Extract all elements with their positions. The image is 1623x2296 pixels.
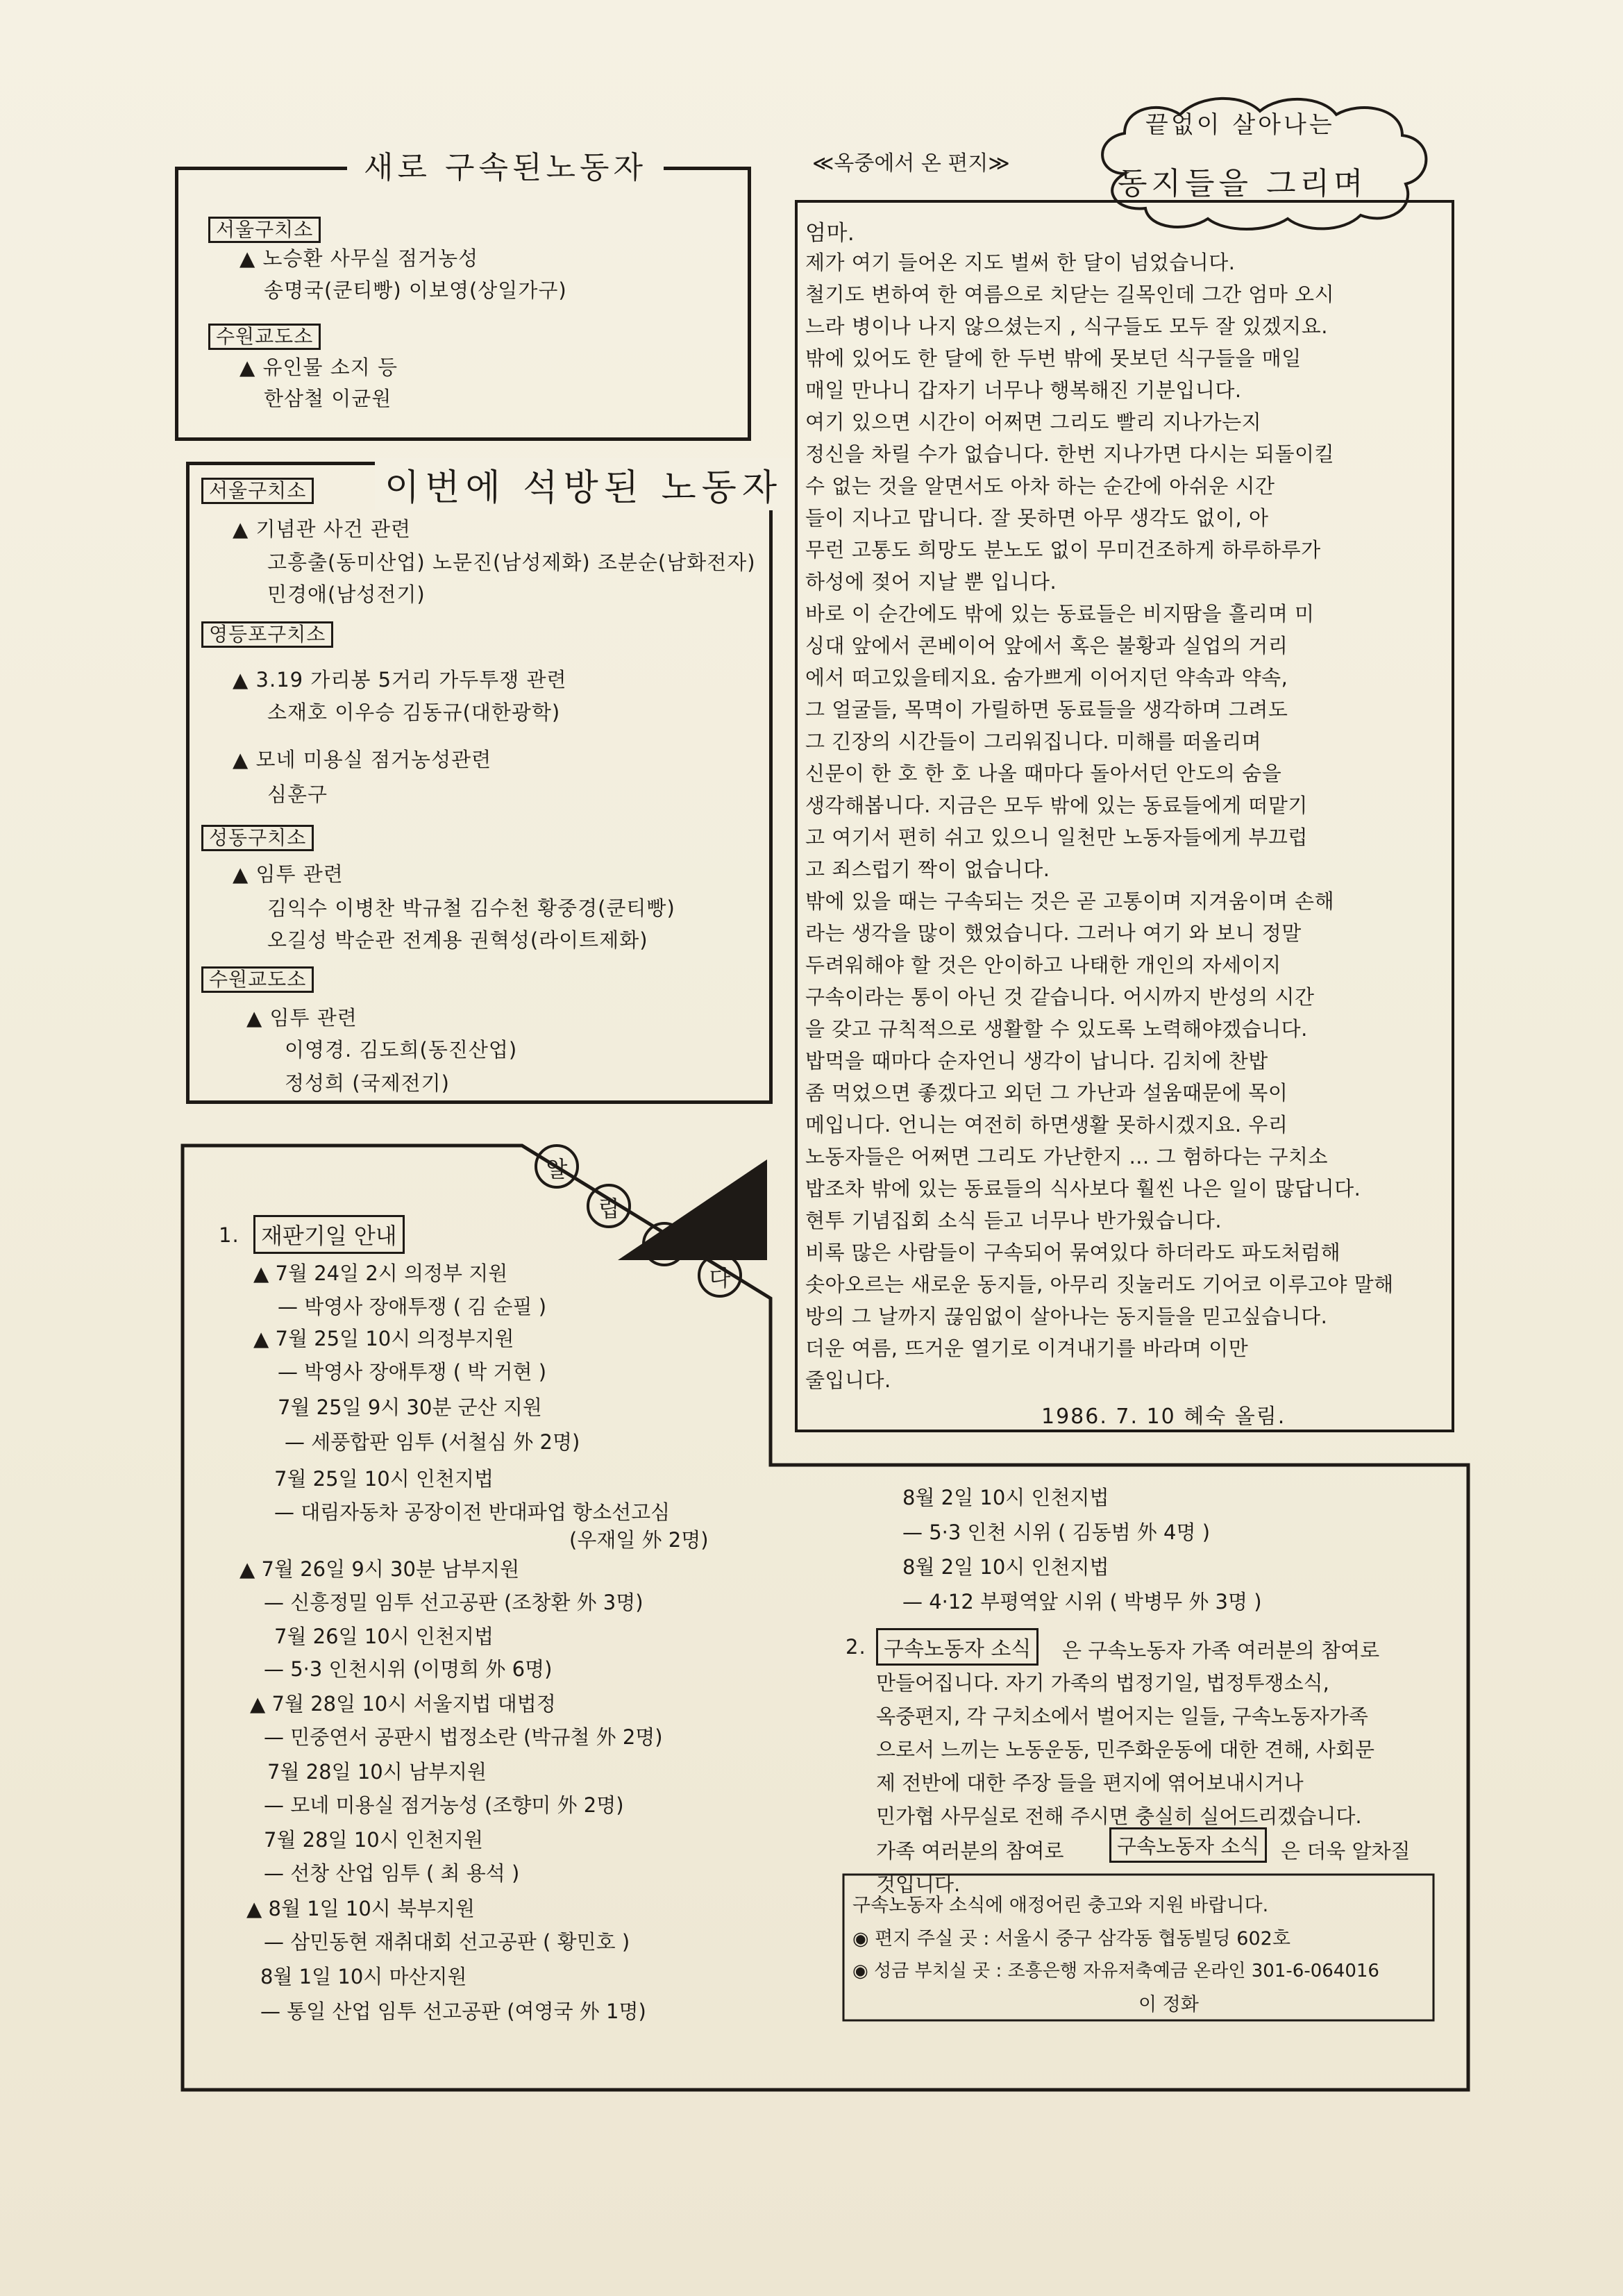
support-line-1: 구속노동자 소식에 애정어린 충고와 지원 바랍니다.	[852, 1895, 1269, 1916]
section-1-number: 1.	[219, 1223, 239, 1247]
letter-line: 그 얼굴들, 목멱이 가릴하면 동료들을 생각하며 그려도	[805, 698, 1288, 721]
letter-line: 현투 기념집회 소식 듣고 너무나 반가웠습니다.	[805, 1209, 1222, 1232]
released-item: ▲ 임투 관련	[246, 1006, 358, 1030]
letter-signoff: 1986. 7. 10 혜숙 올림.	[1041, 1405, 1286, 1429]
schedule-line: — 통일 산업 임투 선고공판 (여영국 外 1명)	[260, 2000, 646, 2023]
released-names: 고흥출(동미산업) 노문진(남성제화) 조분순(남화전자)	[267, 551, 756, 574]
support-line-2: ◉ 편지 주실 곳 : 서울시 중구 삼각동 협동빌딩 602호	[852, 1928, 1290, 1950]
arrest-item: ▲ 유인물 소지 등	[239, 355, 398, 379]
schedule-line: 7월 26일 10시 인천지법	[274, 1625, 494, 1648]
letter-line: 느라 병이나 나지 않으셨는지 , 식구들도 모두 잘 있겠지요.	[805, 315, 1329, 338]
letter-line: 구속이라는 통이 아닌 것 같습니다. 어시까지 반성의 시간	[805, 985, 1315, 1009]
letter-line: 두려워해야 할 것은 안이하고 나태한 개인의 자세이지	[805, 953, 1281, 977]
letter-line: 바로 이 순간에도 밖에 있는 동료들은 비지땀을 흘리며 미	[805, 602, 1315, 626]
schedule-line: — 민중연서 공판시 법정소란 (박규철 外 2명)	[264, 1725, 663, 1749]
released-names: 민경애(남성전기)	[267, 583, 426, 606]
support-line-4: 이 정화	[1138, 1994, 1199, 2016]
schedule-line: — 삼민동현 재취대회 선고공판 ( 황민호 )	[264, 1930, 630, 1954]
letter-line: 철기도 변하여 한 여름으로 치닫는 길목인데 그간 엄마 오시	[805, 283, 1335, 306]
group-label: 영등포구치소	[201, 621, 333, 648]
sec2-line: 제 전반에 대한 주장 들을 편지에 엮어보내시거나	[876, 1771, 1304, 1795]
sec2-line: 가족 여러분의 참여로	[876, 1839, 1064, 1863]
group-label: 수원교도소	[201, 966, 314, 993]
group-label: 서울구치소	[208, 217, 321, 243]
section-1-label	[253, 1215, 405, 1254]
sec2-line: 민가협 사무실로 전해 주시면 충실히 실어드리겠습니다.	[876, 1804, 1362, 1828]
letter-line: 밥조차 밖에 있는 동료들의 식사보다 훨씬 나은 일이 많답니다.	[805, 1177, 1361, 1200]
released-names: 이영경. 김도희(동진산업)	[285, 1038, 518, 1062]
letter-line: 매일 만나니 갑자기 너무나 행복해진 기분입니다.	[805, 378, 1242, 402]
schedule-line: — 5·3 인천시위 (이명희 外 6명)	[264, 1657, 553, 1681]
letter-kicker: ≪옥중에서 온 편지≫	[812, 151, 1010, 176]
letter-line: 좀 먹었으면 좋겠다고 외던 그 가난과 설움때문에 목이	[805, 1081, 1288, 1105]
letter-line: 하성에 젖어 지날 뿐 입니다.	[805, 570, 1057, 594]
letter-line: 생각해봅니다. 지금은 모두 밖에 있는 동료들에게 떠맡기	[805, 794, 1308, 817]
title-circle-4: 다	[698, 1253, 742, 1298]
released-names: 정성희 (국제전기)	[285, 1071, 450, 1095]
schedule-line-right: 8월 2일 10시 인천지법	[902, 1555, 1109, 1579]
released-item: ▲ 기념관 사건 관련	[233, 517, 412, 541]
letter-line: 그 긴장의 시간들이 그리워집니다. 미해를 떠올리며	[805, 730, 1262, 753]
title-circle-1: 알	[535, 1144, 579, 1189]
schedule-line: — 대림자동차 공장이전 반대파업 항소선고심	[274, 1500, 671, 1524]
schedule-line: ▲ 7월 26일 9시 30분 남부지원	[239, 1557, 520, 1581]
section-2-label	[876, 1628, 1038, 1666]
letter-line: 싱대 앞에서 콘베이어 앞에서 혹은 불황과 실업의 거리	[805, 634, 1288, 657]
letter-line: 에서 떠고있을테지요. 숨가쁘게 이어지던 약속과 약속,	[805, 666, 1288, 689]
trial-schedule-label: 재판기일 안내	[253, 1215, 405, 1254]
letter-line: 솟아오르는 새로운 동지들, 아무리 짓눌러도 기어코 이루고야 말해	[805, 1273, 1394, 1296]
section-2-number: 2.	[846, 1635, 866, 1659]
workers-news-label-inline: 구속노동자 소식	[1109, 1827, 1267, 1863]
arrest-names: 송명국(쿤티빵) 이보영(상일가구)	[264, 278, 567, 302]
group-label: 성동구치소	[201, 825, 314, 851]
letter-line: 무런 고통도 희망도 분노도 없이 무미건조하게 하루하루가	[805, 538, 1321, 562]
arrest-item: ▲ 노승환 사무실 점거농성	[239, 246, 479, 270]
schedule-line: 7월 28일 10시 남부지원	[267, 1760, 487, 1784]
released-names: 오길성 박순관 전계용 권혁성(라이트제화)	[267, 928, 648, 952]
letter-line: 들이 지나고 맙니다. 잘 못하면 아무 생각도 없이, 아	[805, 506, 1269, 530]
letter-line: 고 죄스럽기 짝이 없습니다.	[805, 857, 1050, 881]
new-arrests-heading: 새로 구속된노동자	[347, 142, 664, 187]
schedule-line: 7월 25일 10시 인천지법	[274, 1467, 494, 1491]
letter-line: 제가 여기 들어온 지도 벌써 한 달이 넘었습니다.	[805, 251, 1236, 274]
released-names: 김익수 이병찬 박규철 김수천 황중경(쿤티빵)	[267, 896, 675, 920]
letter-line: 밖에 있을 때는 구속되는 것은 곧 고통이며 지겨움이며 손해	[805, 889, 1335, 913]
letter-line: 비록 많은 사람들이 구속되어 묶여있다 하더라도 파도처럼해	[805, 1241, 1341, 1264]
letter-line: 더운 여름, 뜨거운 열기로 이겨내기를 바라며 이만	[805, 1336, 1249, 1360]
letter-line: 줄입니다.	[805, 1368, 891, 1392]
letter-line: 정신을 차릴 수가 없습니다. 한번 지나가면 다시는 되돌이킬	[805, 442, 1335, 466]
corner-triangle	[618, 1159, 767, 1260]
schedule-line: — 선창 산업 임투 ( 최 용석 )	[264, 1861, 520, 1885]
schedule-line: — 박영사 장애투쟁 ( 김 순필 )	[278, 1295, 547, 1318]
letter-line: 수 없는 것을 알면서도 아차 하는 순간에 아쉬운 시간	[805, 474, 1275, 498]
sec2-line: 은 구속노동자 가족 여러분의 참여로	[1062, 1639, 1380, 1662]
schedule-line: — 세풍합판 임투 (서철심 外 2명)	[285, 1430, 580, 1454]
schedule-line: 7월 25일 9시 30분 군산 지원	[278, 1396, 542, 1419]
schedule-line: 8월 1일 10시 마산지원	[260, 1965, 467, 1988]
cloud-line-1: 끝없이 살아나는	[1145, 111, 1335, 139]
letter-line: 엄마.	[805, 221, 855, 246]
letter-line: 신문이 한 호 한 호 나올 때마다 돌아서던 안도의 숨을	[805, 762, 1282, 785]
sec2-line: 것입니다.	[876, 1872, 961, 1896]
schedule-line-right: — 4·12 부평역앞 시위 ( 박병무 外 3명 )	[902, 1590, 1262, 1614]
group-label: 서울구치소	[201, 478, 314, 504]
support-line-3: ◉ 성금 부치실 곳 : 조흥은행 자유저축예금 온라인 301-6-064016	[852, 1961, 1379, 1981]
group-label: 수원교도소	[208, 324, 321, 350]
letter-line: 을 갖고 규칙적으로 생활할 수 있도록 노력해야겠습니다.	[805, 1017, 1308, 1041]
schedule-line: — 신흥정밀 임투 선고공판 (조창환 外 3명)	[264, 1591, 644, 1614]
letter-line: 밥먹을 때마다 순자언니 생각이 납니다. 김치에 찬밥	[805, 1049, 1268, 1073]
letter-line: 여기 있으면 시간이 어쩌면 그리도 빨리 지나가는지	[805, 410, 1262, 434]
schedule-line: (우재일 外 2명)	[569, 1528, 709, 1552]
workers-news-label: 구속노동자 소식	[876, 1628, 1038, 1666]
sec2-inline-label	[1109, 1827, 1267, 1863]
title-circle-2: 립	[587, 1184, 631, 1228]
letter-line: 방의 그 날까지 끊임없이 살아나는 동지들을 믿고싶습니다.	[805, 1305, 1328, 1328]
schedule-line-right: — 5·3 인천 시위 ( 김동범 外 4명 )	[902, 1520, 1211, 1544]
letter-line: 메입니다. 언니는 여전히 하면생활 못하시겠지요. 우리	[805, 1113, 1288, 1137]
sec2-line: 으로서 느끼는 노동운동, 민주화운동에 대한 견해, 사회문	[876, 1738, 1375, 1761]
title-circle-3: 니	[642, 1222, 687, 1266]
schedule-line: ▲ 7월 24일 2시 의정부 지원	[253, 1262, 508, 1285]
schedule-line: 7월 28일 10시 인천지원	[264, 1828, 484, 1852]
schedule-line: ▲ 8월 1일 10시 북부지원	[246, 1897, 476, 1920]
schedule-line-right: 8월 2일 10시 인천지법	[902, 1486, 1109, 1509]
letter-line: 라는 생각을 많이 했었습니다. 그러나 여기 와 보니 정말	[805, 921, 1302, 945]
sec2-line: 은 더욱 알차질	[1281, 1839, 1411, 1863]
released-item: ▲ 임투 관련	[233, 862, 344, 886]
sec2-line: 만들어집니다. 자기 가족의 법정기일, 법정투쟁소식,	[876, 1671, 1329, 1695]
schedule-line: ▲ 7월 25일 10시 의정부지원	[253, 1327, 514, 1350]
schedule-line: — 박영사 장애투쟁 ( 박 거현 )	[278, 1360, 547, 1384]
letter-line: 고 여기서 편히 쉬고 있으니 일천만 노동자들에게 부끄럽	[805, 826, 1308, 849]
released-item: ▲ 3.19 가리봉 5거리 가두투쟁 관련	[233, 668, 567, 692]
released-names: 심훈구	[267, 782, 328, 806]
released-heading: 이번에 석방된 노동자	[375, 458, 792, 510]
released-names: 소재호 이우승 김동규(대한광학)	[267, 701, 561, 724]
released-item: ▲ 모네 미용실 점거농성관련	[233, 748, 492, 771]
schedule-line: — 모네 미용실 점거농성 (조향미 外 2명)	[264, 1793, 624, 1817]
sec2-line: 옥중편지, 각 구치소에서 벌어지는 일들, 구속노동자가족	[876, 1704, 1368, 1728]
cloud-line-2: 동지들을 그리며	[1118, 166, 1368, 201]
arrest-names: 한삼철 이균원	[264, 387, 392, 410]
letter-line: 밖에 있어도 한 달에 한 두번 밖에 못보던 식구들을 매일	[805, 346, 1302, 370]
schedule-line: ▲ 7월 28일 10시 서울지법 대법정	[250, 1692, 556, 1716]
letter-line: 노동자들은 어쩌면 그리도 가난한지 ... 그 험하다는 구치소	[805, 1145, 1329, 1168]
